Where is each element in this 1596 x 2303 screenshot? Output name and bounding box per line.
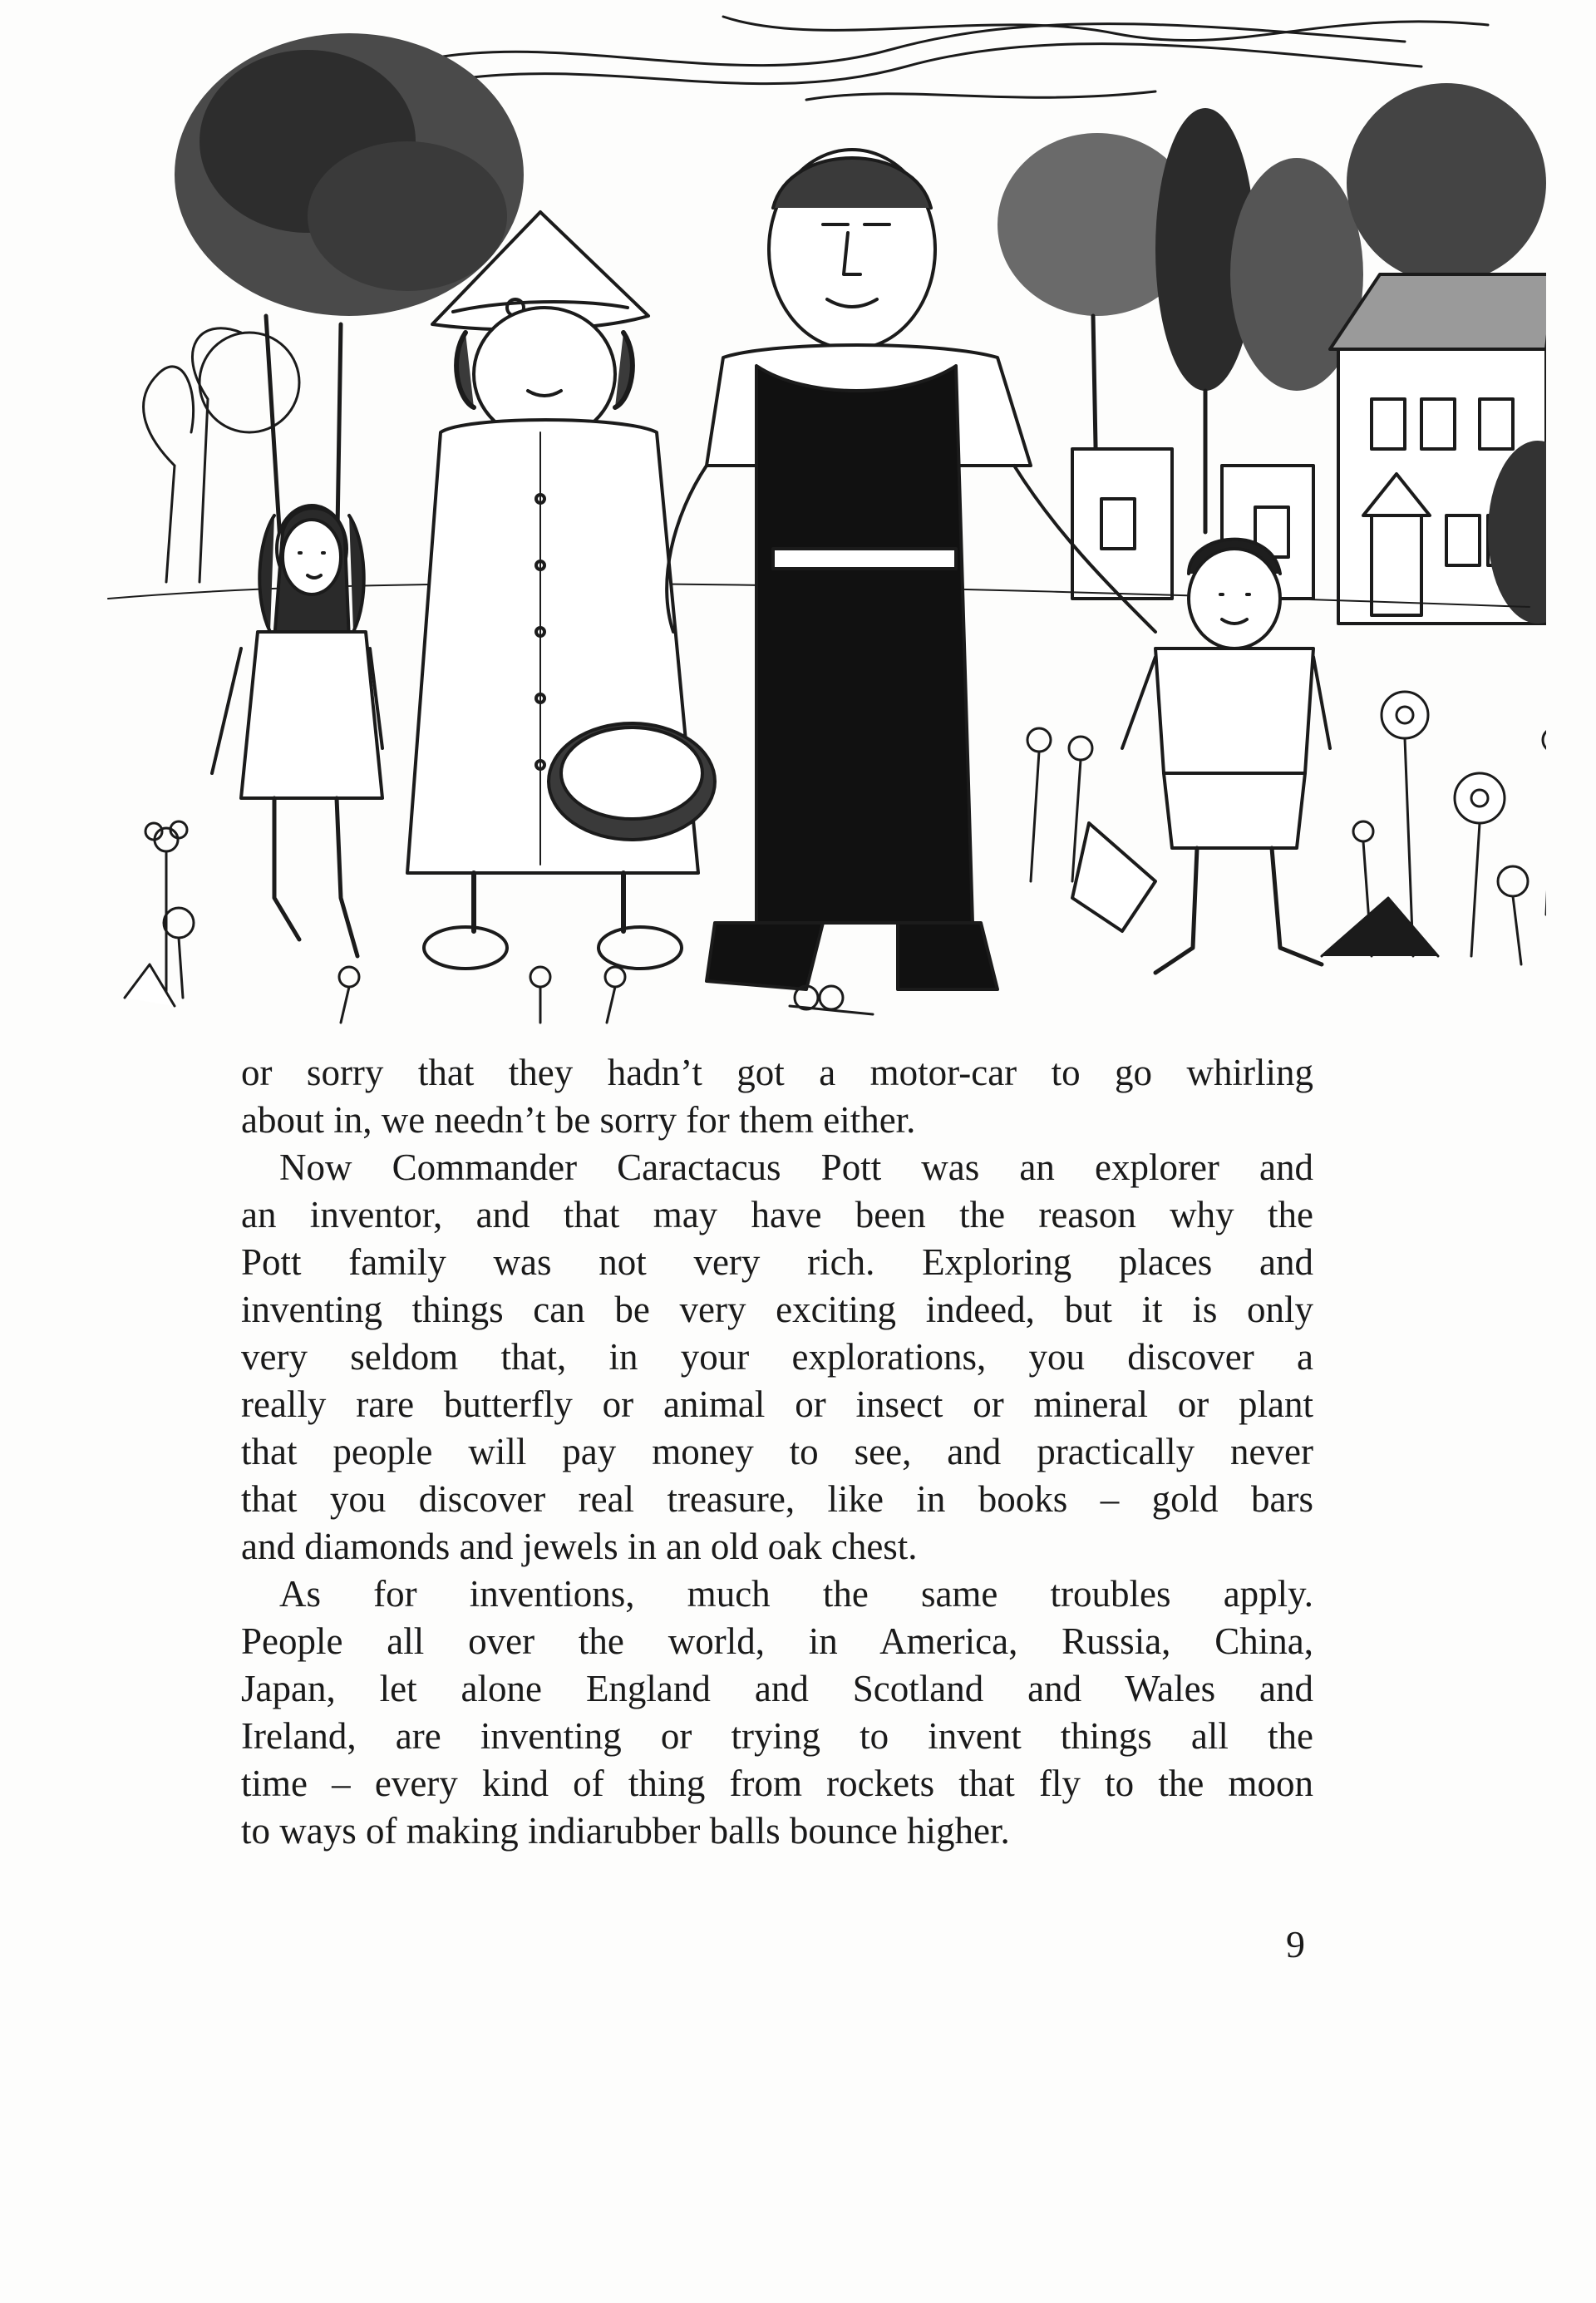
text-line: Now Commander Caractacus Pott was an explorer and: [279, 1147, 1313, 1188]
girl-figure: [212, 505, 382, 956]
text-line: that people will pay money to see, and practically never: [241, 1431, 1313, 1472]
page-number: 9: [1286, 1923, 1305, 1965]
text-line: that you discover real treasure, like in books – gold bars: [241, 1478, 1313, 1520]
paragraph: [241, 1049, 1313, 1144]
text-line: People all over the world, in America, Russia, China,: [241, 1620, 1313, 1662]
text-line: an inventor, and that may have been the reason why the: [241, 1194, 1313, 1235]
text-line: Ireland, are inventing or trying to invent things all the: [241, 1715, 1313, 1757]
sky-scribbles: [432, 17, 1488, 100]
text-line: to ways of making indiarubber balls bounce higher.: [241, 1810, 1010, 1852]
boy-figure: [1072, 540, 1330, 973]
text-line: really rare butterfly or animal or insect or mineral or plant: [241, 1383, 1313, 1425]
text-line: or sorry that they hadn’t got a motor-car to go whirling: [241, 1052, 1313, 1093]
text-line: inventing things can be very exciting indeed, but it is only: [241, 1289, 1313, 1330]
text-line: Japan, let alone England and Scotland and Wales and: [241, 1668, 1313, 1709]
text-line: As for inventions, much the same troubles apply.: [279, 1573, 1313, 1615]
mother-figure: [407, 212, 715, 969]
paragraph: [241, 1571, 1313, 1855]
text-line: and diamonds and jewels in an old oak chest.: [241, 1526, 918, 1567]
text-line: time – every kind of thing from rockets that fly to the moon: [241, 1763, 1313, 1804]
paragraph: [241, 1144, 1313, 1571]
family-illustration: [75, 0, 1546, 1027]
body-text: [241, 1049, 1313, 1855]
text-line: about in, we needn’t be sorry for them either.: [241, 1099, 916, 1141]
text-line: very seldom that, in your explorations, you discover a: [241, 1336, 1313, 1378]
text-line: Pott family was not very rich. Exploring places and: [241, 1241, 1313, 1283]
